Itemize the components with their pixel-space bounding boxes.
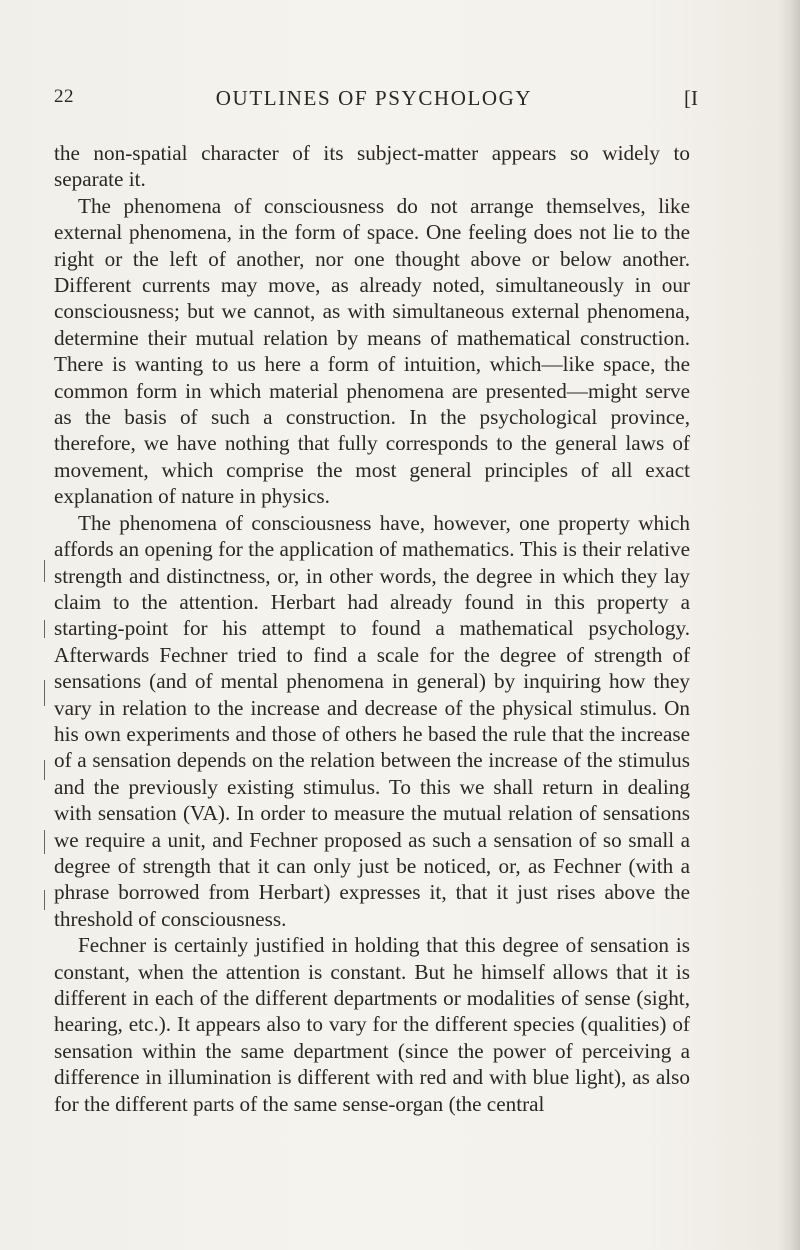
paragraph-2: The phenomena of consciousness do not arrange themselves, like external phenomena, in the form of space. One feeling does not lie to the right or the left of another, nor one thought above or below another. Different currents may move, as already noted, simultaneously in our consciousness; but we cannot, as with simultaneous external phenomena, determine their mutual relation by means of mathematical construction. There is wanting to us here a form of intuition, which—like space, the common form in which material phenomena are presented—might serve as the basis of such a construction. In the psychological province, therefore, we have nothing that fully corresponds to the general laws of movement, which comprise the most general principles of all exact explanation of nature in physics. <box>54 193 690 509</box>
section-mark: [I <box>684 86 698 110</box>
body-text <box>54 140 690 1117</box>
running-head <box>54 86 698 118</box>
running-title: OUTLINES OF PSYCHOLOGY <box>215 86 533 110</box>
page-number: 22 <box>54 86 74 107</box>
paragraph-1: the non-spatial character of its subject-matter appears so widely to separate it. <box>54 141 690 192</box>
paragraph-3: The phenomena of consciousness have, however, one property which affords an opening for the application of mathematics. This is their relative strength and distinctness, or, in other words, the degree in which they lay claim to the attention. Herbart had already found in this property a starting-point for his attempt to found a mathematical psychology. Afterwards Fechner tried to find a scale for the degree of strength of sensations (and of mental phenomena in general) by inquiring how they vary in relation to the increase and decrease of the physical stimulus. On his own experiments and those of others he based the rule that the increase of a sensation depends on the relation between the increase of the stimulus and the previously existing stimulus. To this we shall return in dealing with sensation (VA). In order to measure the mutual relation of sensations we require a unit, and Fechner proposed as such a sensation of so small a degree of strength that it can only just be noticed, or, as Fechner (with a phrase borrowed from Herbart) expresses it, that it just rises above the threshold of consciousness. <box>54 510 690 931</box>
margin-pencil-marks <box>44 560 48 920</box>
page-edge-shadow <box>778 0 800 1250</box>
paragraph-4: Fechner is certainly justified in holding that this degree of sensation is constant, when the attention is constant. But he himself allows that it is different in each of the different departments or modalities of sense (sight, hearing, etc.). It appears also to vary for the different species (qualities) of sensation within the same department (since the power of perceiving a difference in illumination is different with red and with blue light), as also for the different parts of the same sense-organ (the central <box>54 933 690 1116</box>
